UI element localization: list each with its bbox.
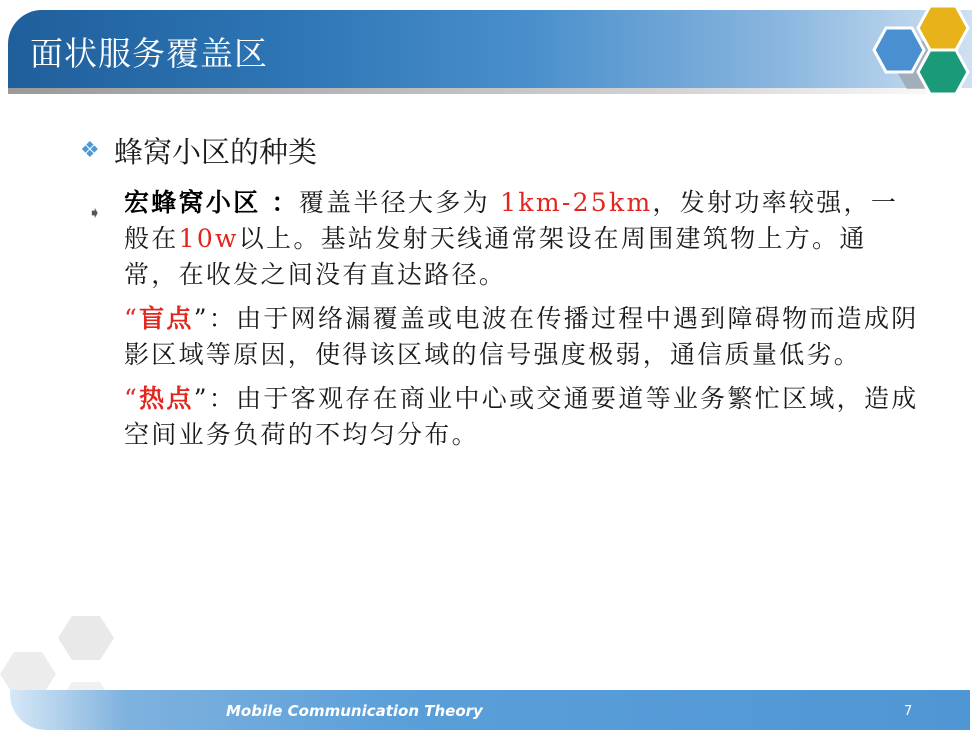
deco-hex-1 [58, 616, 114, 660]
heading-text: 蜂窝小区的种类 [114, 135, 318, 169]
hot-spot-text: ”：由于客观存在商业中心或交通要道等业务繁忙区域，造成空间业务负荷的不均匀分布。 [124, 384, 919, 449]
power-value: 10w [178, 224, 239, 253]
hex-blue [874, 28, 924, 72]
hex-green [918, 50, 968, 94]
macro-cell-term: 宏蜂窝小区 ： [124, 188, 299, 217]
body-block [80, 185, 920, 453]
macro-text-b: ，发射功率较强，一般在 [124, 188, 899, 253]
arrow-bullet-icon: ➧ [88, 203, 104, 222]
hot-spot-paragraph [124, 381, 920, 453]
slide-content [80, 130, 920, 461]
footer-bar [10, 690, 970, 730]
diamond-cluster-icon: ❖ [80, 138, 100, 163]
macro-cell-paragraph [124, 185, 920, 293]
page-number: 7 [904, 704, 913, 719]
blind-spot-paragraph [124, 301, 920, 373]
macro-text-a: 覆盖半径大多为 [298, 188, 501, 217]
macro-text-c: 以上。基站发射天线通常架设在周围建筑物上方。通常，在收发之间没有直达路径。 [124, 224, 867, 289]
blind-spot-term: 盲点 [139, 304, 194, 333]
hex-yellow [918, 6, 968, 50]
radius-range: 1km-25km [500, 188, 653, 217]
hexagon-logo-icon [860, 4, 978, 104]
hot-quote-open: “ [124, 384, 140, 413]
blind-quote-open: “ [124, 304, 140, 333]
hot-spot-term: 热点 [139, 384, 194, 413]
course-title: Mobile Communication Theory [226, 702, 483, 720]
blind-spot-text: ”：由于网络漏覆盖或电波在传播过程中遇到障碍物而造成阴影区域等原因，使得该区域的信号强度极弱，通信质量低劣。 [124, 304, 919, 369]
slide-title: 面状服务覆盖区 [30, 34, 268, 73]
title-shadow [8, 88, 972, 94]
heading-row [80, 130, 920, 171]
